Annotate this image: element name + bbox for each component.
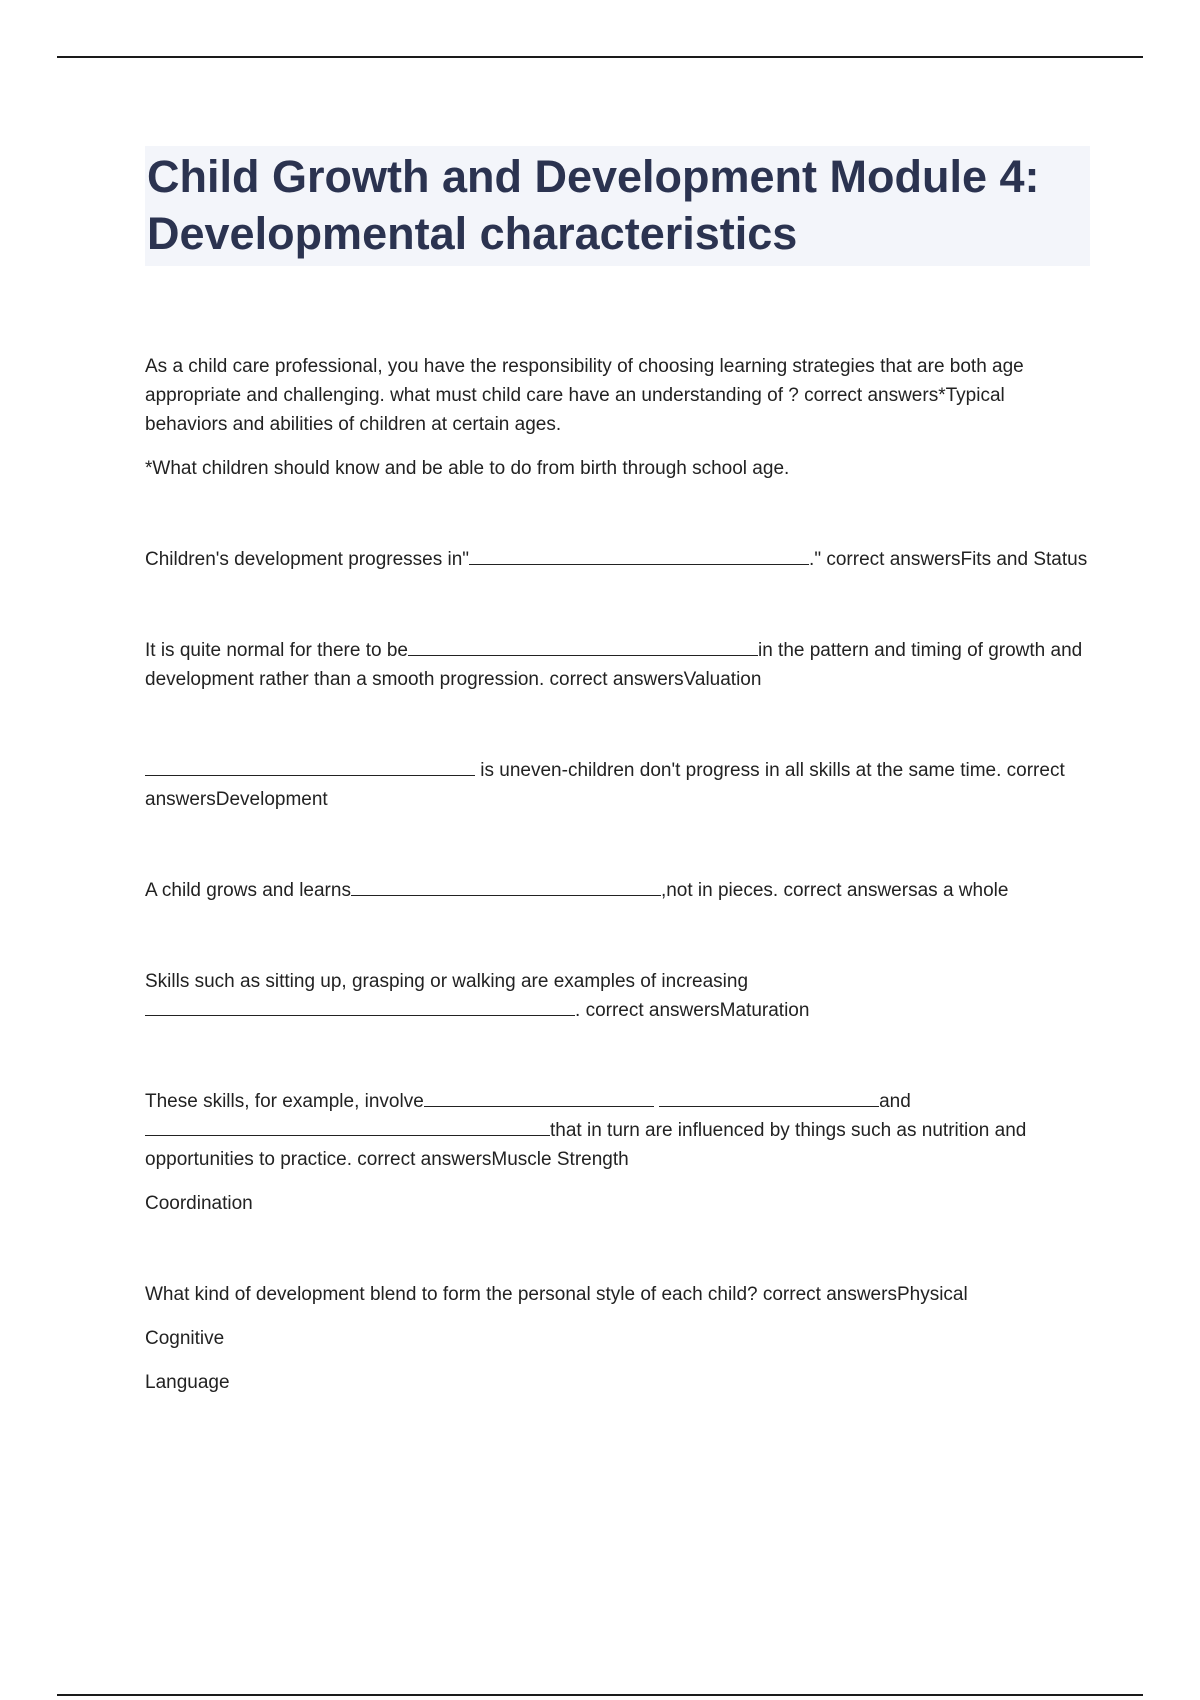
answer-blank [659,1088,879,1107]
answer-blank [145,757,475,776]
qa-answer: as a whole [917,880,1009,901]
bottom-rule [57,1694,1143,1696]
qa-answer: Cognitive [145,1328,225,1349]
qa-item-8 [145,1280,1090,1397]
qa-answer: Language [145,1372,230,1393]
qa-answer: *Typical behaviors and abilities of children at certain ages. [145,385,1005,435]
qa-answer: *What children should know and be able to do from birth through school age. [145,458,790,479]
qa-item-3 [145,636,1090,694]
qa-question: As a child care professional, you have the responsibility of choosing learning strategies that are both age appropriate and challenging. what must child care have an understanding of ? correct answers*Typical behaviors and abilities of children at certain ages. [145,356,1024,435]
answer-blank [351,877,661,896]
qa-answer: Coordination [145,1193,253,1214]
qa-question: It is quite normal for there to be in the pattern and timing of growth and development rather than a smooth progression. correct answersValuation [145,636,1090,694]
answer-blank [469,546,809,565]
answer-blank [424,1088,654,1107]
qa-item-1 [145,352,1090,483]
qa-answer: Muscle Strength [491,1149,629,1170]
qa-answer: Development [215,789,328,810]
qa-answer: Maturation [719,1000,810,1021]
qa-question: These skills, for example, involve andthat in turn are influenced by things such as nutrition and opportunities to practice. correct answersMuscle Strength [145,1087,1090,1174]
qa-question: Children's development progresses in" ." correct answersFits and Status [145,545,1090,574]
qa-item-7 [145,1087,1090,1218]
qa-question: What kind of development blend to form the personal style of each child? correct answersPhysical [145,1284,968,1305]
qa-answer: Valuation [683,669,762,690]
top-rule [57,56,1143,58]
qa-question: Skills such as sitting up, grasping or walking are examples of increasing. correct answersMaturation [145,971,810,1021]
qa-item-6 [145,967,1090,1025]
title-block [145,146,1090,266]
answer-blank [408,637,758,656]
answer-blank [145,997,575,1016]
qa-item-4 [145,756,1090,814]
answer-blank [145,1117,550,1136]
qa-answer: Physical [896,1284,968,1305]
qa-question: is uneven-children don't progress in all skills at the same time. correct answersDevelopment [145,756,1090,814]
qa-answer: Fits and Status [960,549,1088,570]
document-body [145,146,1090,1397]
qa-question: A child grows and learns ,not in pieces. correct answersas a whole [145,876,1090,905]
qa-item-5 [145,876,1090,905]
page-title: Child Growth and Development Module 4: Developmental characteristics [147,151,1040,259]
qa-item-2 [145,545,1090,574]
